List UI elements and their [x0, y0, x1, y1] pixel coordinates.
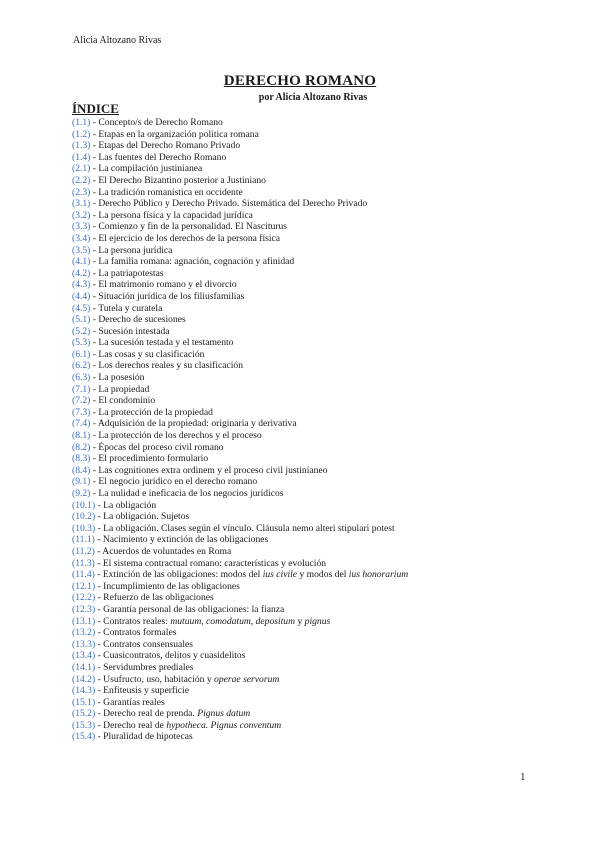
index-heading: ÍNDICE	[72, 101, 119, 116]
toc-entry-number-link[interactable]: (11.4)	[72, 569, 95, 581]
toc-entry-text: - Usufructo, uso, habitación y	[95, 673, 215, 685]
toc-entry-text: - Situación jurídica de los filiusfamilias	[90, 290, 245, 302]
toc-entry-number-link[interactable]: (13.3)	[72, 638, 96, 650]
toc-entry-text: - El sistema contractual romano: características y evolución	[94, 557, 327, 569]
toc-entry-text: - Contratos formales	[95, 627, 177, 639]
toc-entry-text: - Derecho real de	[95, 719, 167, 731]
toc-entry-text: - Etapas del Derecho Romano Privado	[90, 140, 241, 152]
toc-entry[interactable]	[72, 129, 408, 141]
toc-entry[interactable]	[72, 256, 408, 268]
toc-entry-number-link[interactable]: (3.2)	[72, 209, 91, 221]
toc-entry-number-link[interactable]: (7.1)	[72, 383, 91, 395]
toc-entry[interactable]	[72, 731, 408, 743]
toc-entry-text: - La patriapotestas	[90, 267, 164, 279]
toc-entry[interactable]	[72, 546, 408, 558]
toc-entry-latin-term: operae servorum	[214, 673, 280, 685]
toc-entry-number-link[interactable]: (12.2)	[72, 592, 96, 604]
toc-entry-text: - Pluralidad de hipotecas	[95, 731, 193, 743]
toc-entry-number-link[interactable]: (10.3)	[72, 522, 96, 534]
toc-entry-text: - Concepto/s de Derecho Romano	[90, 117, 223, 128]
toc-entry[interactable]	[72, 685, 408, 697]
toc-entry-latin-term: mutuum, comodatum, depositum	[170, 615, 296, 627]
toc-entry-number-link[interactable]: (12.1)	[72, 580, 96, 592]
toc-entry[interactable]	[72, 326, 408, 338]
toc-entry-text: - El ejercicio de los derechos de la persona física	[90, 232, 281, 244]
toc-entry[interactable]	[72, 720, 408, 732]
toc-entry-number-link[interactable]: (9.2)	[72, 488, 91, 499]
toc-entry-number-link[interactable]: (3.5)	[72, 244, 91, 256]
toc-entry-number-link[interactable]: (2.2)	[72, 174, 91, 186]
toc-entry[interactable]	[72, 650, 408, 662]
toc-entry-text: - Nacimiento y extinción de las obligaciones	[94, 534, 269, 546]
toc-entry[interactable]	[72, 314, 408, 326]
toc-entry[interactable]	[72, 337, 408, 349]
toc-entry-number-link[interactable]: (3.1)	[72, 198, 91, 210]
toc-entry-number-link[interactable]: (8.4)	[72, 464, 91, 476]
toc-entry-number-link[interactable]: (3.4)	[72, 232, 91, 244]
toc-entry-number-link[interactable]: (5.3)	[72, 337, 91, 349]
toc-entry-text: - La protección de los derechos y el proceso	[90, 430, 262, 442]
toc-entry-text: - Las cosas y su clasificación	[90, 348, 205, 360]
toc-entry-number-link[interactable]: (11.1)	[72, 534, 95, 546]
document-subtitle: por Alicia Altozano Rivas	[258, 92, 368, 103]
toc-entry-text: - Las cognitiones extra ordinem y el proceso civil justinianeo	[90, 464, 328, 476]
toc-entry-number-link[interactable]: (13.1)	[72, 615, 96, 627]
toc-entry-text: - Servidumbres prediales	[95, 661, 194, 673]
toc-entry-number-link[interactable]: (3.3)	[72, 221, 91, 233]
toc-entry[interactable]	[72, 291, 408, 303]
toc-entry[interactable]	[72, 349, 408, 361]
toc-entry-latin-term: ius civile	[262, 569, 298, 581]
toc-entry-text: - Enfiteusis y superficie	[95, 685, 189, 697]
toc-entry[interactable]	[72, 303, 408, 315]
toc-entry[interactable]	[72, 488, 408, 500]
toc-entry-number-link[interactable]: (8.2)	[72, 441, 91, 453]
toc-entry[interactable]	[72, 534, 408, 546]
toc-entry-text: - Garantía personal de las obligaciones: la fianza	[95, 603, 285, 615]
toc-entry[interactable]	[72, 245, 408, 257]
toc-entry-number-link[interactable]: (9.1)	[72, 476, 91, 488]
toc-entry[interactable]	[72, 639, 408, 651]
toc-entry-number-link[interactable]: (12.3)	[72, 603, 96, 615]
toc-entry[interactable]	[72, 140, 408, 152]
toc-entry-number-link[interactable]: (8.1)	[72, 430, 91, 442]
toc-entry[interactable]	[72, 511, 408, 523]
toc-entry-number-link[interactable]: (7.4)	[72, 418, 91, 430]
toc-entry-number-link[interactable]: (5.1)	[72, 314, 91, 326]
toc-entry-number-link[interactable]: (4.3)	[72, 279, 91, 291]
toc-entry[interactable]	[72, 442, 408, 454]
toc-entry-number-link[interactable]: (4.2)	[72, 267, 91, 279]
toc-entry[interactable]	[72, 453, 408, 465]
toc-entry[interactable]	[72, 360, 408, 372]
toc-entry-text: - La compilación justinianea	[90, 163, 203, 175]
toc-entry-text: - Garantías reales	[95, 696, 165, 708]
toc-entry-text: y modos del	[297, 569, 349, 581]
toc-entry[interactable]	[72, 662, 408, 674]
toc-entry[interactable]	[72, 221, 408, 233]
toc-entry-latin-term: pignus	[304, 615, 331, 627]
table-of-contents	[72, 117, 408, 743]
toc-entry-text: y	[295, 615, 305, 627]
toc-entry-number-link[interactable]: (13.4)	[72, 650, 96, 662]
toc-entry-text: - El condominio	[90, 395, 156, 407]
toc-entry-text: - La protección de la propiedad	[90, 406, 213, 418]
toc-entry-text: - La posesión	[90, 372, 145, 384]
toc-entry-text: - Acuerdos de voluntades en Roma	[94, 545, 232, 557]
toc-entry-text: - La tradición romanística en occidente	[90, 186, 243, 198]
toc-entry[interactable]	[72, 395, 408, 407]
toc-entry-text: - Los derechos reales y su clasificación	[90, 360, 244, 372]
toc-entry-number-link[interactable]: (14.1)	[72, 661, 96, 673]
toc-entry[interactable]	[72, 279, 408, 291]
running-header-author: Alicia Altozano Rivas	[73, 35, 162, 46]
toc-entry[interactable]	[72, 465, 408, 477]
document-title: DERECHO ROMANO	[223, 73, 377, 89]
toc-entry-number-link[interactable]: (1.1)	[72, 117, 91, 128]
toc-entry[interactable]	[72, 407, 408, 419]
toc-entry-number-link[interactable]: (10.2)	[72, 511, 96, 523]
toc-entry[interactable]	[72, 569, 408, 581]
toc-entry-latin-term: ius honorarium	[348, 569, 409, 581]
toc-entry[interactable]	[72, 592, 408, 604]
toc-entry[interactable]	[72, 674, 408, 686]
toc-entry-text: - El matrimonio romano y el divorcio	[90, 279, 237, 291]
toc-entry-text: - Sucesión intestada	[90, 325, 170, 337]
toc-entry-number-link[interactable]: (15.2)	[72, 708, 96, 720]
toc-entry-text: - Cuasicontratos, delitos y cuasidelitos	[95, 650, 246, 662]
toc-entry-text: - Incumplimiento de las obligaciones	[95, 580, 240, 592]
page-number: 1	[520, 771, 526, 783]
toc-entry[interactable]	[72, 627, 408, 639]
toc-entry[interactable]	[72, 708, 408, 720]
toc-entry[interactable]	[72, 604, 408, 616]
toc-entry-number-link[interactable]: (14.3)	[72, 685, 96, 697]
toc-entry-number-link[interactable]: (5.2)	[72, 325, 91, 337]
toc-entry-number-link[interactable]: (6.2)	[72, 360, 91, 372]
toc-entry-number-link[interactable]: (8.3)	[72, 453, 91, 465]
toc-entry-text: - Comienzo y fin de la personalidad. El Nasciturus	[90, 221, 288, 233]
toc-entry[interactable]	[72, 476, 408, 488]
toc-entry-number-link[interactable]: (15.3)	[72, 719, 96, 731]
toc-entry-number-link[interactable]: (7.2)	[72, 395, 91, 407]
toc-entry-text: - El procedimiento formulario	[90, 453, 209, 465]
toc-entry[interactable]	[72, 210, 408, 222]
toc-entry[interactable]	[72, 163, 408, 175]
toc-entry[interactable]	[72, 697, 408, 709]
toc-entry-number-link[interactable]: (6.1)	[72, 348, 91, 360]
toc-entry[interactable]	[72, 117, 408, 129]
toc-entry[interactable]	[72, 233, 408, 245]
toc-entry-text: - Derecho Público y Derecho Privado. Sistemática del Derecho Privado	[90, 198, 368, 210]
toc-entry-text: - Refuerzo de las obligaciones	[95, 592, 214, 604]
toc-entry-text: - La persona física y la capacidad jurídica	[90, 209, 253, 221]
toc-entry-text: - La nulidad e ineficacia de los negocios jurídicos	[90, 488, 284, 499]
toc-entry-text: - Derecho real de prenda.	[95, 708, 198, 720]
toc-entry-number-link[interactable]: (4.5)	[72, 302, 91, 314]
toc-entry[interactable]	[72, 581, 408, 593]
toc-entry-number-link[interactable]: (14.2)	[72, 673, 96, 685]
toc-entry-text: - La familia romana: agnación, cognación y afinidad	[90, 256, 295, 268]
toc-entry-text: - Tutela y curatela	[90, 302, 163, 314]
toc-entry-text: - La obligación	[95, 499, 157, 511]
toc-entry-text: - Contratos reales:	[95, 615, 171, 627]
toc-entry-number-link[interactable]: (1.2)	[72, 128, 91, 140]
toc-entry-latin-term: Pignus datum	[197, 708, 251, 720]
toc-entry-text: - La persona jurídica	[90, 244, 173, 256]
toc-entry[interactable]	[72, 372, 408, 384]
toc-entry-number-link[interactable]: (13.2)	[72, 627, 96, 639]
toc-entry-text: - Etapas en la organización política romana	[90, 128, 259, 140]
toc-entry[interactable]	[72, 198, 408, 210]
toc-entry-text: - La sucesión testada y el testamento	[90, 337, 234, 349]
toc-entry[interactable]	[72, 175, 408, 187]
toc-entry[interactable]	[72, 152, 408, 164]
toc-entry-text: - El negocio jurídico en el derecho romano	[90, 476, 258, 488]
toc-entry-text: - Contratos consensuales	[95, 638, 193, 650]
toc-entry-text: - Extinción de las obligaciones: modos del	[94, 569, 263, 581]
toc-entry[interactable]	[72, 268, 408, 280]
toc-entry-text: - Épocas del proceso civil romano	[90, 441, 224, 453]
toc-entry[interactable]	[72, 558, 408, 570]
toc-entry-number-link[interactable]: (15.4)	[72, 731, 96, 743]
toc-entry-number-link[interactable]: (4.4)	[72, 290, 91, 302]
toc-entry-text: - Las fuentes del Derecho Romano	[90, 151, 227, 163]
toc-entry-number-link[interactable]: (11.2)	[72, 545, 95, 557]
toc-entry-number-link[interactable]: (6.3)	[72, 372, 91, 384]
toc-entry-number-link[interactable]: (2.3)	[72, 186, 91, 198]
toc-entry-text: - La obligación. Sujetos	[95, 511, 190, 523]
toc-entry-number-link[interactable]: (10.1)	[72, 499, 96, 511]
toc-entry[interactable]	[72, 187, 408, 199]
toc-entry-number-link[interactable]: (4.1)	[72, 256, 91, 268]
toc-entry-latin-term: hypotheca. Pignus conventum	[166, 719, 282, 731]
toc-entry-text: - Adquisición de la propiedad: originaria y derivativa	[90, 418, 297, 430]
toc-entry-text: - Derecho de sucesiones	[90, 314, 186, 326]
toc-entry[interactable]	[72, 418, 408, 430]
toc-entry-number-link[interactable]: (11.3)	[72, 557, 95, 569]
toc-entry-number-link[interactable]: (1.4)	[72, 151, 91, 163]
toc-entry[interactable]	[72, 500, 408, 512]
toc-entry-number-link[interactable]: (2.1)	[72, 163, 91, 175]
toc-entry-text: - La propiedad	[90, 383, 150, 395]
toc-entry-text: - La obligación. Clases según el vínculo. Cláusula nemo alteri stipulari potest	[95, 522, 395, 534]
toc-entry[interactable]	[72, 523, 408, 535]
toc-entry-number-link[interactable]: (15.1)	[72, 696, 96, 708]
toc-entry-number-link[interactable]: (7.3)	[72, 406, 91, 418]
toc-entry[interactable]	[72, 430, 408, 442]
toc-entry[interactable]	[72, 384, 408, 396]
toc-entry[interactable]	[72, 616, 408, 628]
toc-entry-text: - El Derecho Bizantino posterior a Justiniano	[90, 174, 266, 186]
toc-entry-number-link[interactable]: (1.3)	[72, 140, 91, 152]
